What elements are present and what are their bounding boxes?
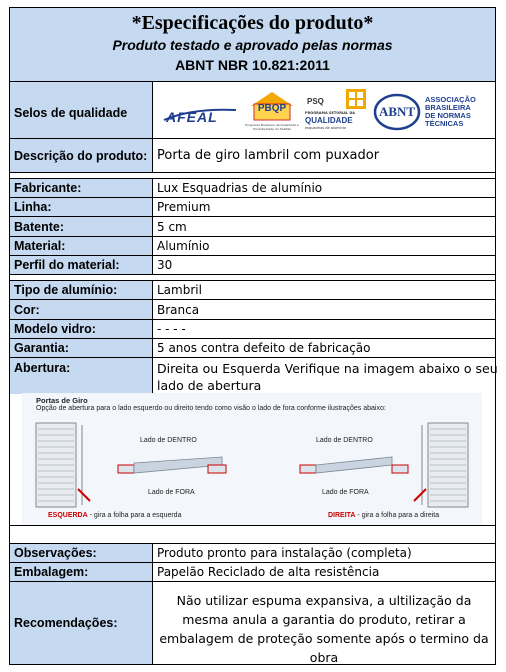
left-plan-icon (118, 457, 226, 473)
spec-row-cor (10, 300, 495, 320)
quality-seals-row (10, 82, 495, 144)
right-caption (328, 512, 439, 519)
opening-diagram (22, 393, 482, 525)
descricao-label: Descrição do produto: (10, 139, 153, 172)
right-outside-label: Lado de FORA (322, 489, 369, 496)
embalagem-value: Papelão Reciclado de alta resistência (153, 563, 495, 581)
right-door-icon (414, 423, 468, 507)
door-illustrations (22, 393, 482, 525)
quality-seals-label: Selos de qualidade (10, 82, 153, 143)
afeal-logo (162, 106, 238, 127)
linha-label: Linha: (10, 198, 153, 216)
abnt-logo (373, 92, 421, 132)
observacoes-label: Observações: (10, 544, 153, 562)
spacer (10, 526, 495, 544)
batente-label: Batente: (10, 217, 153, 236)
vidro-value: - - - - (153, 320, 495, 338)
abnt-name-line: BRASILEIRA (425, 103, 471, 112)
abnt-fullname (425, 96, 476, 128)
pbqp-text: PBQP (257, 103, 287, 114)
left-caption-rest: - gira a folha para a esquerda (87, 512, 182, 519)
recomendacoes-label: Recomendações: (10, 582, 153, 664)
quality-seals-logos (153, 82, 495, 143)
left-caption (48, 512, 181, 519)
pbqp-logo (245, 90, 299, 136)
psq-logo (303, 88, 373, 136)
spec-row-perfil (10, 256, 495, 275)
header (10, 8, 495, 82)
pbqp-caption: Programa Brasileiro da Qualidade e Produtividade do Habitat (245, 123, 299, 131)
observacoes-value: Produto pronto para instalação (completa) (153, 544, 495, 562)
spec-row-batente (10, 217, 495, 237)
right-inside-label: Lado de DENTRO (316, 437, 373, 444)
spec-row-material (10, 237, 495, 256)
right-caption-rest: - gira a folha para a direita (355, 512, 440, 519)
tipo-value: Lambril (153, 281, 495, 299)
spec-row-fabricante (10, 179, 495, 198)
right-caption-strong: DIREITA (328, 512, 356, 519)
spec-row-tipo (10, 281, 495, 300)
abnt-text: ABNT (378, 104, 416, 119)
spec-row-descricao (10, 138, 495, 173)
abnt-name-line: TÉCNICAS (425, 119, 464, 128)
tipo-label: Tipo de alumínio: (10, 281, 153, 299)
material-label: Material: (10, 237, 153, 255)
linha-value: Premium (153, 198, 495, 216)
right-plan-icon (300, 457, 408, 473)
left-caption-strong: ESQUERDA (48, 512, 88, 519)
abnt-name-line: ASSOCIAÇÃO (425, 95, 476, 104)
afeal-text: AFEAL (166, 109, 218, 125)
material-value: Alumínio (153, 237, 495, 255)
psq-quality: QUALIDADE (305, 116, 353, 125)
page-subtitle: Produto testado e aprovado pelas normas (112, 37, 393, 53)
spec-row-vidro (10, 320, 495, 339)
diagram-title: Portas de Giro (36, 396, 88, 405)
psq-window-icon (345, 88, 367, 110)
fabricante-label: Fabricante: (10, 179, 153, 197)
fabricante-value: Lux Esquadrias de alumínio (153, 179, 495, 197)
left-inside-label: Lado de DENTRO (140, 437, 197, 444)
abnt-name-line: DE NORMAS (425, 111, 471, 120)
psq-acronym: PSQ (307, 97, 324, 106)
spec-row-linha (10, 198, 495, 217)
diagram-instruction: Opção de abertura para o lado esquerdo ou direito tendo como visão o lado de fora conforme ilustrações abaixo: (36, 405, 386, 412)
spec-row-observacoes (10, 544, 495, 563)
garantia-value: 5 anos contra defeito de fabricação (153, 339, 495, 357)
embalagem-label: Embalagem: (10, 563, 153, 581)
abertura-line-2: lado de abertura (157, 378, 262, 393)
spec-sheet (9, 7, 496, 665)
abertura-line-1: Direita ou Esquerda Verifique na imagem abaixo o seu (157, 361, 498, 376)
recomendacoes-value: Não utilizar espuma expansiva, a ultilização da mesma anula a garantia do produto, retirar a embalagem de proteção somente após o termino da obra (153, 582, 495, 664)
psq-caption: esquadrias de alumínio (305, 126, 346, 130)
spec-row-recomendacoes (10, 582, 495, 664)
left-door-icon (36, 423, 90, 507)
descricao-value: Porta de giro lambril com puxador (153, 139, 495, 172)
norm-reference: ABNT NBR 10.821:2011 (175, 57, 330, 73)
perfil-value: 30 (153, 256, 495, 274)
garantia-label: Garantia: (10, 339, 153, 357)
page-title: *Especificações do produto* (131, 12, 374, 34)
cor-value: Branca (153, 300, 495, 319)
psq-program: PROGRAMA SETORIAL DA (305, 111, 355, 115)
spec-row-embalagem (10, 563, 495, 582)
cor-label: Cor: (10, 300, 153, 319)
left-outside-label: Lado de FORA (148, 489, 195, 496)
abertura-label: Abertura: (10, 358, 153, 394)
spec-row-abertura (10, 358, 498, 394)
perfil-label: Perfil do material: (10, 256, 153, 274)
spec-row-garantia (10, 339, 495, 358)
vidro-label: Modelo vidro: (10, 320, 153, 338)
abertura-value (153, 358, 498, 394)
batente-value: 5 cm (153, 217, 495, 236)
